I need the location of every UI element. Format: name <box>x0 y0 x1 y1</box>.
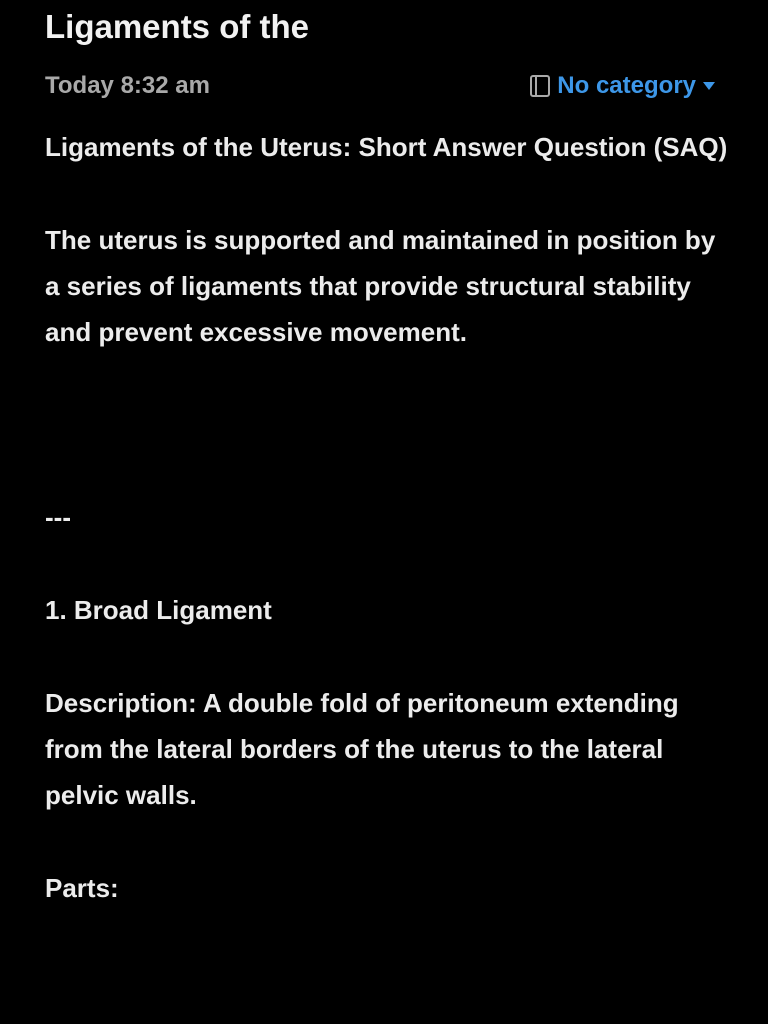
blank-line <box>45 170 728 216</box>
note-body-editor[interactable] <box>45 124 728 911</box>
body-intro: The uterus is supported and maintained in position by a series of ligaments that provide structural stability and prevent excessive movement. <box>45 224 723 348</box>
body-heading: Ligaments of the Uterus: Short Answer Question (SAQ) <box>45 132 728 162</box>
category-selector[interactable] <box>529 72 716 100</box>
caret-down-icon <box>702 81 716 91</box>
blank-line <box>45 448 728 494</box>
note-timestamp: Today 8:32 am <box>45 72 210 99</box>
blank-line <box>45 541 728 587</box>
category-label: No category <box>557 72 696 99</box>
note-meta <box>45 68 716 104</box>
blank-lines <box>45 355 728 448</box>
blank-line <box>45 633 728 679</box>
body-divider: --- <box>45 502 71 533</box>
note-title[interactable]: Ligaments of the <box>45 8 310 45</box>
blank-line <box>45 818 728 864</box>
section-parts-label: Parts: <box>45 872 119 903</box>
section-description: Description: A double fold of peritoneum extending from the lateral borders of the uterus to the lateral pelvic walls. <box>45 687 686 811</box>
notebook-icon <box>529 74 551 98</box>
section-title: 1. Broad Ligament <box>45 594 272 625</box>
